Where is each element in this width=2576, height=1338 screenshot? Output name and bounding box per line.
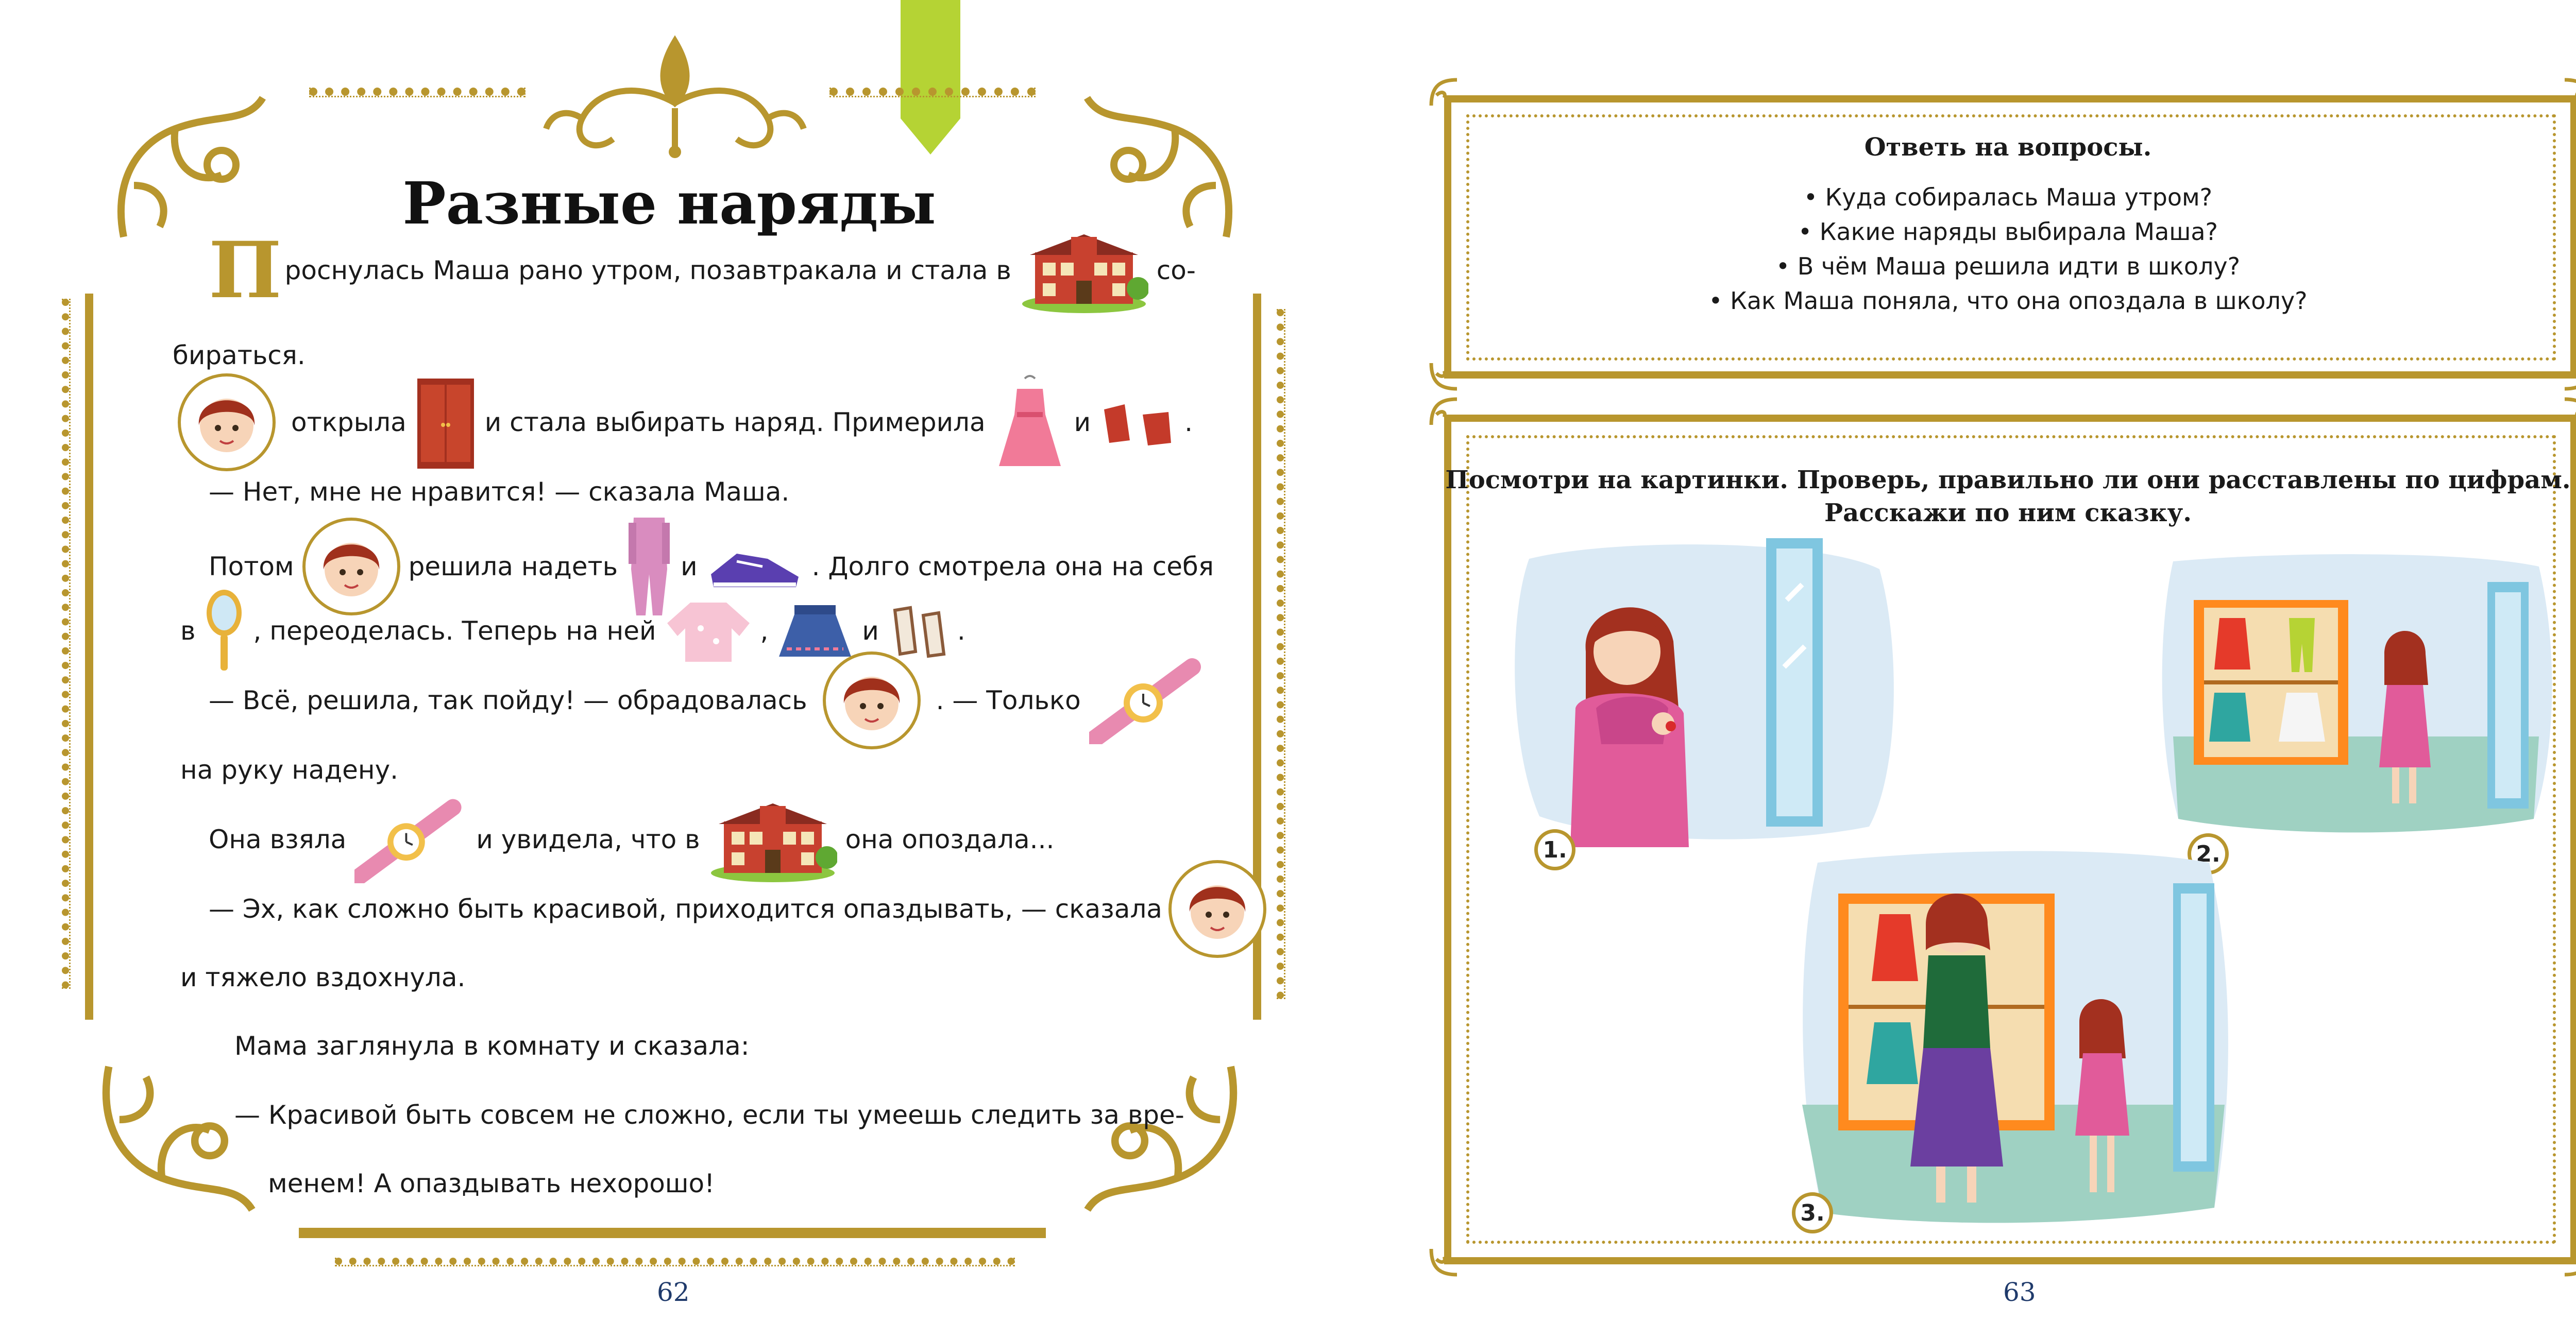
story-text-segment: и xyxy=(862,616,879,646)
story-text-segment: Потом xyxy=(209,552,294,581)
corner-flourish-icon xyxy=(2560,75,2576,111)
story-text-segment: бираться. xyxy=(173,340,306,370)
masha-avatar-icon xyxy=(823,651,921,749)
story-line-8 xyxy=(180,754,398,785)
question-item: • В чём Маша решила идти в школу? xyxy=(1775,252,2241,280)
bookmark-ribbon xyxy=(901,0,960,155)
story-text-segment: — Нет, мне не нравится! — сказала Маша. xyxy=(209,477,790,507)
story-text-segment: открыла xyxy=(291,407,406,437)
masha-avatar-icon xyxy=(178,373,276,471)
story-text-segment: . xyxy=(957,616,965,646)
story-line-14 xyxy=(268,1168,715,1199)
pink-dress-icon xyxy=(994,373,1066,471)
questions-title: Ответь на вопросы. xyxy=(1864,133,2152,162)
story-text-segment: , переоделась. Теперь на ней xyxy=(253,616,656,646)
scene-3-illustration xyxy=(1792,847,2235,1228)
story-line-10 xyxy=(209,860,1266,958)
white-sandals-icon xyxy=(887,603,949,659)
story-text-segment: роснулась Маша рано утром, позавтракала и стала в xyxy=(284,255,1011,285)
story-text-segment: Мама заглянула в комнату и сказала: xyxy=(234,1031,750,1061)
story-text-segment: менем! А опаздывать нехорошо! xyxy=(268,1169,715,1198)
story-text-segment: — Всё, решила, так пойду! — обрадовалась xyxy=(209,685,807,715)
corner-flourish-icon xyxy=(2560,394,2576,430)
story-text-segment: со- xyxy=(1156,255,1196,285)
right-page xyxy=(1338,0,2576,1338)
question-item: • Куда собиралась Маша утром? xyxy=(1803,183,2213,211)
top-dotline-right xyxy=(829,88,1036,97)
top-dotline-left xyxy=(309,88,526,97)
story-text-segment: — Красивой быть совсем не сложно, если ты умеешь следить за вре- xyxy=(234,1100,1184,1130)
wardrobe-icon xyxy=(415,373,477,471)
story-text-segment: и увидела, что в xyxy=(476,825,700,854)
corner-flourish-icon xyxy=(1426,358,1462,394)
purple-sneakers-icon xyxy=(706,538,804,595)
story-text-segment: на руку надену. xyxy=(180,755,399,785)
story-line-4 xyxy=(209,476,789,507)
story-text-segment: . — Только xyxy=(936,685,1081,715)
wristwatch-icon xyxy=(1089,657,1208,744)
story-text-segment: она опоздала... xyxy=(845,825,1055,854)
right-frame-dots xyxy=(1277,309,1285,999)
story-text-segment: . xyxy=(1184,407,1193,437)
scene-number-badge: 1. xyxy=(1534,829,1575,870)
story-line-7 xyxy=(209,651,1216,749)
bottom-frame-dots xyxy=(335,1258,1015,1266)
story-line-2 xyxy=(173,340,306,371)
corner-ornament-bottom-left-icon xyxy=(88,1045,263,1231)
story-line-3 xyxy=(178,373,1193,471)
story-line-13 xyxy=(234,1100,1184,1130)
question-item: • Какие наряды выбирала Маша? xyxy=(1798,218,2218,246)
scene-number-badge: 3. xyxy=(1792,1192,1833,1233)
corner-flourish-icon xyxy=(1426,75,1462,111)
page-title: Разные наряды xyxy=(402,170,936,237)
story-line-11 xyxy=(180,962,465,993)
story-line-12 xyxy=(234,1031,750,1061)
corner-flourish-icon xyxy=(1426,394,1462,430)
scene-2-illustration xyxy=(2158,551,2560,839)
task-instruction-line-1: Посмотри на картинки. Проверь, правильно ли они расставлены по цифрам. xyxy=(1445,466,2571,494)
story-text-segment: — Эх, как сложно быть красивой, приходится опаздывать, — сказала xyxy=(209,894,1162,924)
drop-cap: П xyxy=(209,225,282,316)
masha-avatar-icon xyxy=(1168,860,1266,958)
top-ornament-icon xyxy=(536,31,814,160)
school-icon xyxy=(1020,227,1148,314)
story-text-segment: решила надеть xyxy=(408,552,618,581)
story-text-segment: и тяжело вздохнула. xyxy=(180,963,466,992)
question-item: • Как Маша поняла, что она опоздала в школу? xyxy=(1708,287,2308,315)
corner-ornament-bottom-right-icon xyxy=(1077,1045,1252,1231)
story-line-1 xyxy=(209,227,1196,314)
left-frame-dots xyxy=(62,299,71,989)
task-instruction-line-2: Расскажи по ним сказку. xyxy=(1824,499,2192,527)
story-text-segment: . Долго смотрела она на себя xyxy=(811,552,1214,581)
corner-flourish-icon xyxy=(2560,1244,2576,1280)
corner-flourish-icon xyxy=(2560,358,2576,394)
left-frame-bar xyxy=(85,294,93,1020)
red-shoes-icon xyxy=(1099,394,1176,451)
page-number: 62 xyxy=(657,1277,690,1307)
story-text-segment: , xyxy=(760,616,769,646)
scene-1-illustration xyxy=(1509,538,1900,847)
corner-flourish-icon xyxy=(1426,1244,1462,1280)
story-text-segment: Она взяла xyxy=(209,825,347,854)
story-text-segment: в xyxy=(180,616,196,646)
bottom-frame-bar xyxy=(299,1228,1046,1238)
story-text-segment: и xyxy=(681,552,698,581)
story-text-segment: и стала выбирать наряд. Примерила xyxy=(484,407,986,437)
scene-number-badge: 2. xyxy=(2188,833,2229,874)
story-text-segment: и xyxy=(1074,407,1091,437)
page-number: 63 xyxy=(2003,1277,2036,1307)
